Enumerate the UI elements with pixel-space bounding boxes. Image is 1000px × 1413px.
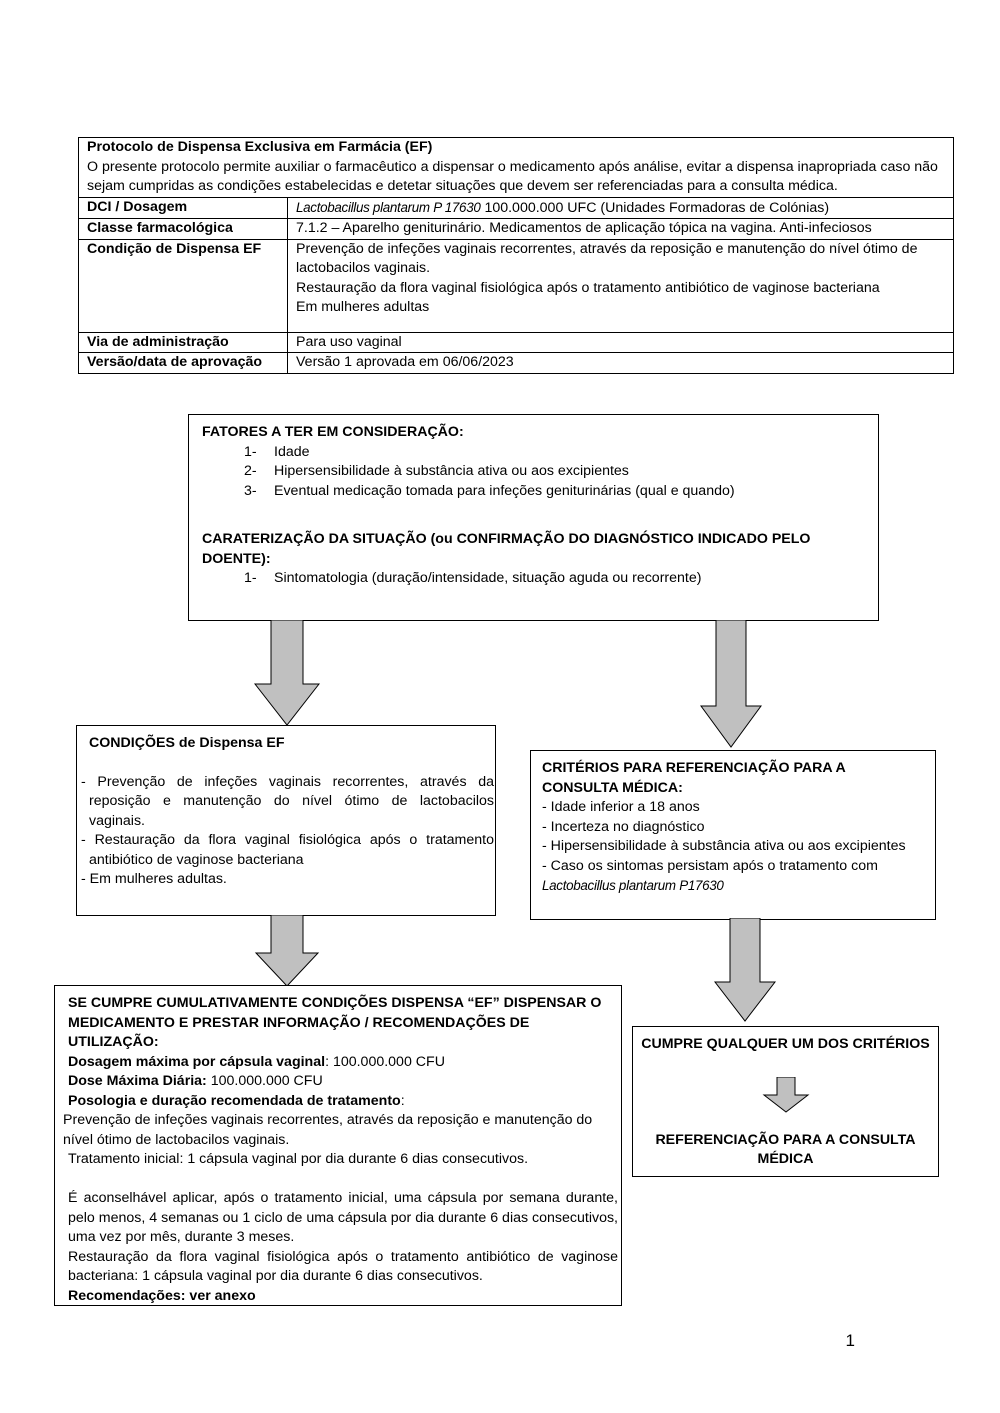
down-arrow-criteria-icon <box>712 918 778 1022</box>
dispense-heading: SE CUMPRE CUMULATIVAMENTE CONDIÇÕES DISPENSA “EF” DISPENSAR O MEDICAMENTO E PRESTAR INFORMAÇÃO / RECOMENDAÇÕES DE UTILIZAÇÃO: <box>68 995 602 1050</box>
condition-line-3: Em mulheres adultas <box>296 299 430 315</box>
list-item: - Idade inferior a 18 anos <box>542 799 700 815</box>
list-item <box>202 482 878 502</box>
row-label-condition: Condição de Dispensa EF <box>79 239 288 332</box>
down-arrow-left-icon <box>254 620 320 726</box>
situation-heading: CARATERIZAÇÃO DA SITUAÇÃO (ou CONFIRMAÇÃO DO DIAGNÓSTICO INDICADO PELO DOENTE): <box>202 531 811 567</box>
row-label-version: Versão/data de aprovação <box>79 353 288 374</box>
list-item: - Incerteza no diagnóstico <box>542 818 705 835</box>
down-arrow-right-icon <box>698 620 764 748</box>
list-item: - Hipersensibilidade à substância ativa ou aos excipientes <box>542 838 906 854</box>
item-number: 2- <box>244 463 257 479</box>
item-number: 1- <box>244 570 257 586</box>
dispense-box <box>54 985 622 1306</box>
small-down-arrow-icon <box>762 1077 810 1113</box>
item-number: 1- <box>244 443 257 460</box>
factors-box <box>188 414 879 621</box>
item-text: Sintomatologia (duração/intensidade, situação aguda ou recorrente) <box>274 570 702 586</box>
daily-dose-value: 100.000.000 CFU <box>206 1073 323 1089</box>
conditions-heading-bold: CONDIÇÕES <box>89 735 175 751</box>
item-text: Eventual medicação tomada para infeções geniturinárias (qual e quando) <box>274 482 735 499</box>
condition-line-2: Restauração da flora vaginal fisiológica após o tratamento antibiótico de vaginose bacteriana <box>296 279 880 296</box>
item-number: 3- <box>244 482 257 499</box>
item-text: Hipersensibilidade à substância ativa ou aos excipientes <box>274 463 629 479</box>
criteria-heading: CRITÉRIOS PARA REFERENCIAÇÃO PARA A CONSULTA MÉDICA: <box>542 760 846 796</box>
conditions-list <box>77 773 496 890</box>
list-item: - Em mulheres adultas. <box>81 871 227 887</box>
max-dose-value: : 100.000.000 CFU <box>325 1053 445 1070</box>
restoration-text: Restauração da flora vaginal fisiológica após o tratamento antibiótico de vaginose bacteriana: 1 cápsula vaginal por dia durante 6 dias consecutivos. <box>68 1248 618 1284</box>
posology <box>55 1092 618 1112</box>
row-label-dci: DCI / Dosagem <box>79 197 288 219</box>
conditions-heading <box>77 734 495 754</box>
criteria-box <box>530 750 936 920</box>
max-dose <box>55 1053 618 1073</box>
list-item: - Restauração da flora vaginal fisiológica após o tratamento antibiótico de vaginose bacteriana <box>81 832 494 868</box>
advice-text: É aconselhável aplicar, após o tratamento inicial, uma cápsula por semana durante, pelo menos, 4 semanas ou 1 ciclo de uma cápsula por dia durante 6 dias consecutivos, uma vez por mês, durante 3 meses. <box>68 1190 618 1245</box>
protocol-table <box>78 137 954 374</box>
list-item <box>202 462 878 482</box>
posology-label: Posologia e duração recomendada de tratamento <box>68 1092 401 1109</box>
criteria-species: Lactobacillus plantarum P17630 <box>542 878 724 893</box>
referral-box <box>632 1026 939 1177</box>
dci-dosage: 100.000.000 UFC (Unidades Formadoras de Colónias) <box>480 199 830 216</box>
row-value-dci <box>288 197 954 219</box>
max-dose-label: Dosagem máxima por cápsula vaginal <box>68 1053 326 1070</box>
list-item: - Caso os sintomas persistam após o tratamento com <box>542 857 878 874</box>
recommendations: Recomendações: ver anexo <box>68 1287 256 1304</box>
page-number: 1 <box>845 1331 855 1350</box>
row-value-class: 7.1.2 – Aparelho geniturinário. Medicamentos de aplicação tópica na vagina. Anti-infeciosos <box>288 219 954 240</box>
conditions-heading-rest: de Dispensa EF <box>174 735 285 751</box>
list-item <box>202 569 878 589</box>
initial-treatment: Tratamento inicial: 1 cápsula vaginal por dia durante 6 dias consecutivos. <box>68 1151 529 1167</box>
row-label-route: Via de administração <box>79 332 288 353</box>
list-item <box>202 443 878 463</box>
referral-consult-text: REFERENCIAÇÃO PARA A CONSULTA MÉDICA <box>655 1131 916 1167</box>
dci-species: Lactobacillus plantarum P 17630 <box>296 199 481 215</box>
row-value-version: Versão 1 aprovada em 06/06/2023 <box>288 353 954 374</box>
list-item: - Prevenção de infeções vaginais recorrentes, através da reposição e manutenção do nível ótimo de lactobacilos vaginais. <box>81 773 494 829</box>
factors-list <box>202 443 878 502</box>
condition-line-1: Prevenção de infeções vaginais recorrentes, através da reposição e manutenção do nível ótimo de lactobacilos vaginais. <box>296 240 918 276</box>
row-value-route: Para uso vaginal <box>288 332 954 353</box>
daily-dose <box>55 1072 618 1092</box>
down-arrow-conditions-icon <box>254 915 320 987</box>
prevention-text: Prevenção de infeções vaginais recorrentes, através da reposição e manutenção do nível ótimo de lactobacilos vaginais. <box>63 1112 593 1148</box>
situation-list <box>202 569 878 589</box>
row-label-class: Classe farmacológica <box>79 219 288 240</box>
factors-heading: FATORES A TER EM CONSIDERAÇÃO: <box>202 424 464 440</box>
item-text: Idade <box>274 443 310 460</box>
posology-colon: : <box>400 1092 405 1109</box>
referral-criteria-text: CUMPRE QUALQUER UM DOS CRITÉRIOS <box>641 1036 930 1052</box>
row-value-condition <box>288 239 954 332</box>
daily-dose-label: Dose Máxima Diária: <box>68 1073 207 1089</box>
protocol-intro-cell <box>79 138 954 198</box>
protocol-intro-text: O presente protocolo permite auxiliar o farmacêutico a dispensar o medicamento após análise, evitar a dispensa inapropriada caso não sejam cumpridas as condições estabelecidas e detetar situações que devem ser referenciadas para a consulta médica. <box>87 158 938 194</box>
conditions-box <box>76 725 496 916</box>
protocol-title: Protocolo de Dispensa Exclusiva em Farmácia (EF) <box>87 139 433 155</box>
